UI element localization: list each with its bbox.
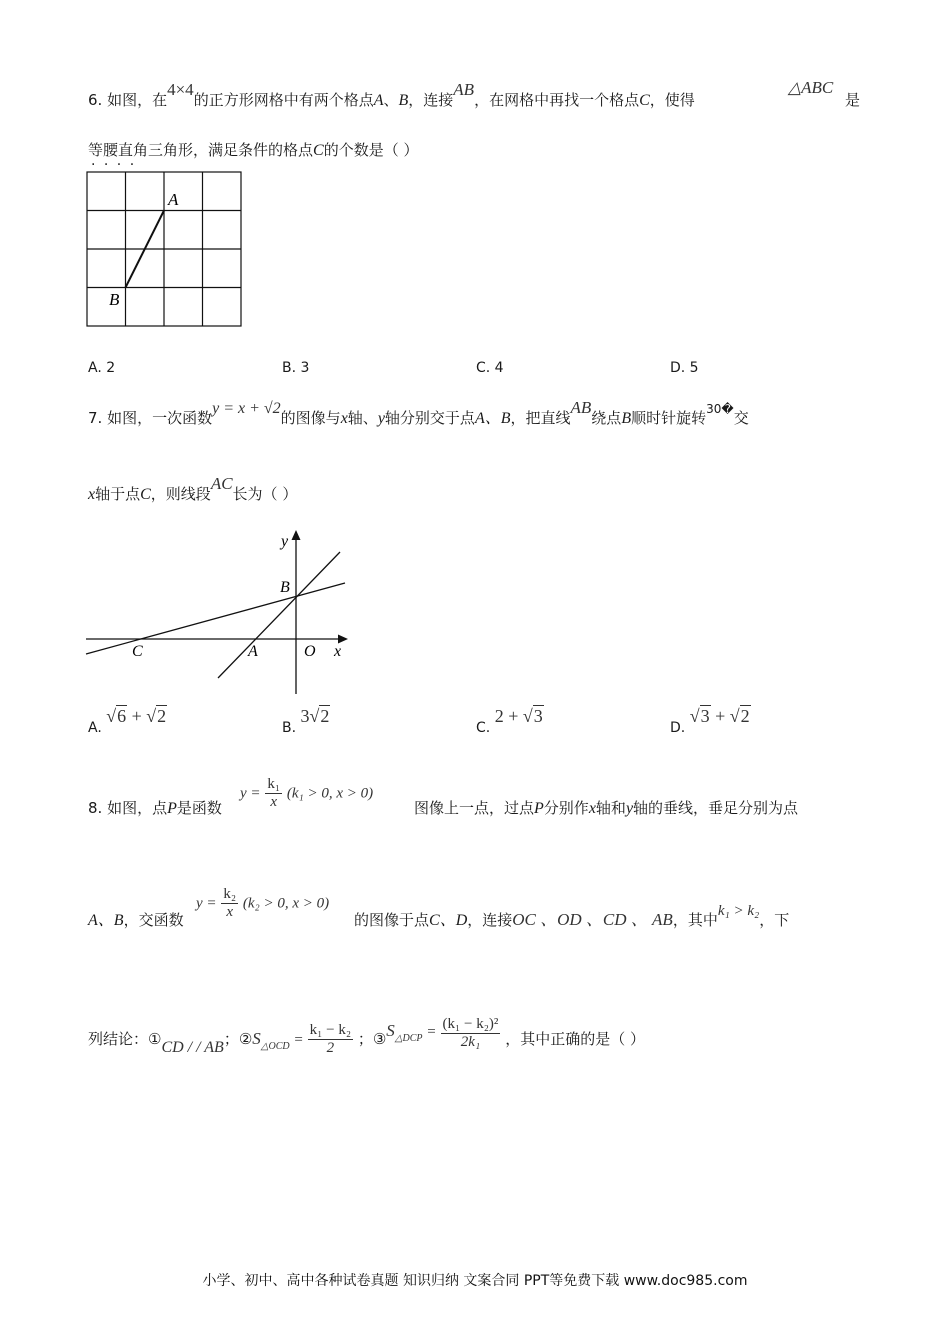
label-y: y [281, 533, 289, 550]
page-footer: 小学、初中、高中各种试卷真题 知识归纳 文案合同 PPT等免费下载 www.doc985.com [202, 1273, 748, 1289]
q6-option-c[interactable]: C. 4 [476, 360, 504, 376]
label-o: O [304, 643, 316, 660]
conclusion-1: CD / / AB [161, 1039, 224, 1056]
q6-option-b[interactable]: B. 3 [282, 360, 310, 376]
q7-option-a[interactable]: A. √6 + √2 [88, 706, 167, 736]
label-b: B [109, 290, 120, 309]
q8-function-1: y = $\frac{\text{k₁}}{x}$ (k₁ > 0, x > 0) [240, 776, 374, 810]
grid-size: 4×4 [167, 80, 194, 99]
conclusion-2: $\frac{\text{k₁ − k₂}}{2}$ [309, 1022, 352, 1056]
q8-function-2: y = $\frac{\text{k₂}}{x}$ (k₂ > 0, x > 0) [196, 886, 330, 920]
q8-line2-rest: 的图像于点C、D，连接OC 、OD 、CD 、 AB，其中k₁ > k₂，下 [354, 903, 790, 929]
q8-line3: 列结论：①CD / / AB；$②S_{\triangle OCD}$ = $\frac{\text{k₁ − k₂}}{2}$ ；$③S^{\triangle DCP}$ = $\frac{\text{(k₁ − k₂)²}}{\text{2k₁}}$ ，其中正确的是（ ） [88, 1016, 645, 1056]
q6-line1-end: 是 [845, 91, 861, 109]
q7-option-b[interactable]: B. 3√2 [282, 706, 330, 736]
q6-line1: 6. 如图，在4×4的正方形网格中有两个格点A、B，连接AB，在网格中再找一个格点C，使得 [88, 80, 695, 109]
q7-line1: 7. 如图，一次函数y = x + √2的图像与x轴、y轴分别交于点A、B，把直线AB绕点B顺时针旋转$^{30�}$交 [88, 398, 749, 427]
label-a: A [248, 643, 258, 660]
q7-line2: x轴于点C，则线段AC长为（ ） [88, 474, 298, 503]
q8-line1-rest: 图像上一点，过点P分别作x轴和y轴的垂线，垂足分别为点 [414, 799, 799, 817]
q7-option-d[interactable]: D. √3 + √2 [670, 706, 750, 736]
q6-grid-figure [80, 165, 250, 335]
label-x: x [334, 643, 342, 660]
conclusion-3: $\frac{\text{(k₁ − k₂)²}}{\text{2k₁}}$ [442, 1016, 499, 1050]
linear-function: y = x + √2 [212, 400, 281, 417]
label-b: B [280, 579, 290, 596]
label-c: C [132, 643, 143, 660]
q6-option-d[interactable]: D. 5 [670, 360, 699, 376]
q7-axes-figure [80, 528, 360, 700]
q8-line1: 8. 如图，点P是函数 [88, 799, 222, 817]
q7-option-c[interactable]: C. 2 + √3 [476, 706, 543, 736]
emphasis-text: 等腰直角 · · · · [88, 141, 148, 159]
q8-line2: A、B，交函数 [88, 911, 184, 929]
q6-triangle: △ABC [788, 78, 834, 97]
q6-line2: 等腰直角 · · · ·三角形，满足条件的格点C的个数是（ ） [88, 140, 418, 161]
label-a: A [168, 190, 179, 209]
q6-option-a[interactable]: A. 2 [88, 360, 116, 376]
